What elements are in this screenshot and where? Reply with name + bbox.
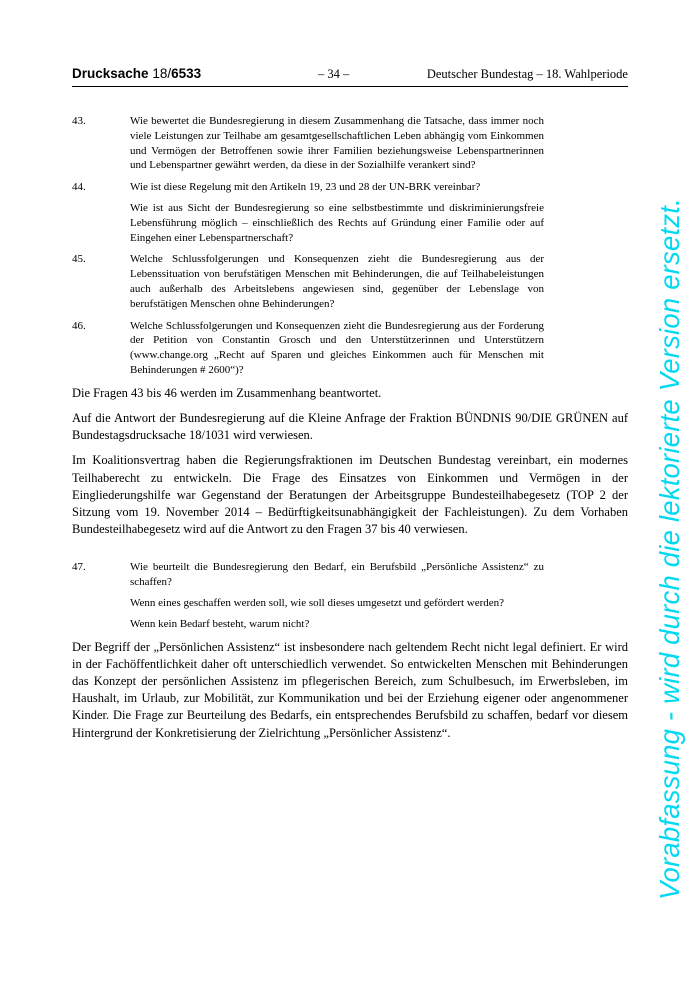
page-body <box>72 114 628 750</box>
question-text: Wenn eines geschaffen werden soll, wie soll dieses umgesetzt und gefördert werden? <box>130 596 505 609</box>
answer-paragraph: Im Koalitionsvertrag haben die Regierungsfraktionen im Deutschen Bundestag vereinbart, ein modernes Teilhaberecht zu entwickeln. Die Frage des Einsatzes von Einkommen und Vermögen in der Eingliederungshilfe war Gegenstand der Beratungen der Arbeitsgruppe Bundesteilhabegesetz (TOP 2 der Sitzung vom 19. November 2014 – Bedürftigkeitsunabhängigkeit der Fachleistungen). Zu dem Vorhaben Bundesteilhabegesetz wird auf die Antwort zu den Fragen 37 bis 40 verwiesen. <box>72 453 628 537</box>
question-number: 44. <box>72 181 86 194</box>
question-text: Wie bewertet die Bundesregierung in diesem Zusammenhang die Tatsache, dass immer noch viele Leistungen zur Teilhabe am gesamtgesellschaftlichen Leben abhängig vom Einkommen und Vermögen der Betroffenen sowie ihrer Familien beziehungsweise Lebenspartnerinnen und Lebenspartner gewährt werden, da diese in der Sozialhilfe verankert sind? <box>130 115 544 172</box>
publisher: Deutscher Bundestag – 18. Wahlperiode <box>426 67 628 81</box>
document-number <box>72 66 201 81</box>
question-number: 43. <box>72 115 86 127</box>
question-43 <box>72 114 544 173</box>
doc-number-prefix: 18/ <box>152 66 172 81</box>
question-number: 45. <box>72 253 86 266</box>
question-number: 47. <box>72 561 86 574</box>
page-number: – 34 – <box>318 67 350 81</box>
draft-watermark: Vorabfassung - wird durch die lektorierte Version ersetzt. <box>654 198 685 900</box>
page-header <box>72 66 628 87</box>
question-text: Wie beurteilt die Bundesregierung den Bedarf, ein Berufsbild „Persönliche Assistenz“ zu schaffen? <box>130 561 544 589</box>
question-text: Welche Schlussfolgerungen und Konsequenzen zieht die Bundesregierung aus der Lebenssituation von berufstätigen Menschen mit Behinderungen, die auf Teilhabeleistungen auch außerhalb des Arbeitslebens angewiesen sind, gegenüber der Lebenslage von berufstätigen Menschen ohne Behinderungen? <box>130 253 544 310</box>
answer-paragraph: Der Begriff der „Persönlichen Assistenz“ ist insbesondere nach geltendem Recht nicht legal definiert. Er wird in der Fachöffentlichkeit daher oft unterschiedlich verwendet. So entwickelten Menschen mit Behinderungen das Konzept der persönlichen Assistenz im pflegerischen Bereich, zum Schulbesuch, im Erwerbsleben, im Haushalt, im Urlaub, zur Mobilität, zur Kommunikation und bei der Erziehung eigener oder angenommener Kinder. Die Frage zur Beurteilung des Bedarfs, ein entsprechendes Berufsbild zu schaffen, bedarf vor diesem Hintergrund der Konkretisierung der Zielrichtung „Persönlicher Assistenz“. <box>72 639 628 740</box>
answer-paragraph: Auf die Antwort der Bundesregierung auf die Kleine Anfrage der Fraktion BÜNDNIS 90/DIE GRÜNEN auf Bundestagsdrucksache 18/1031 wird verwiesen. <box>72 410 628 443</box>
question-text: Wenn kein Bedarf besteht, warum nicht? <box>130 617 310 630</box>
question-44 <box>72 180 544 245</box>
question-number: 46. <box>72 319 86 332</box>
question-47 <box>72 560 544 631</box>
question-text: Wie ist diese Regelung mit den Artikeln 19, 23 und 28 der UN-BRK vereinbar? <box>130 181 481 194</box>
question-text: Welche Schlussfolgerungen und Konsequenzen zieht die Bundesregierung aus der Forderung der Petition von Constantin Grosch und den Unterstützerinnen und Unterstützern (www.change.org „Recht auf Sparen und gleiches Einkommen auch für Menschen mit Behinderungen # 2600“)? <box>130 319 544 376</box>
question-45 <box>72 252 544 311</box>
doc-label: Drucksache <box>72 66 149 81</box>
question-text: Wie ist aus Sicht der Bundesregierung so eine selbstbestimmte und diskriminierungsfreie Lebensführung möglich – einschließlich des Rechts auf Gründung einer Familie oder auf Eingehen einer Lebenspartnerschaft? <box>130 201 544 244</box>
answer-paragraph: Die Fragen 43 bis 46 werden im Zusammenhang beantwortet. <box>72 385 382 400</box>
question-46 <box>72 319 544 378</box>
doc-number: 6533 <box>171 66 202 81</box>
